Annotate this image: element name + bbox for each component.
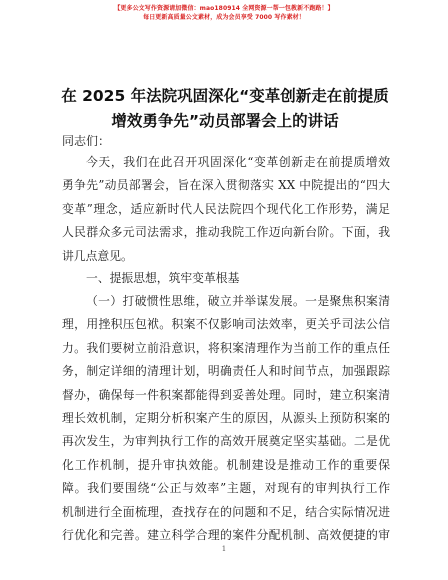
section-heading-text: 一、提振思想，筑牢变革根基 (86, 271, 240, 285)
paragraph-line: 化工作机制，提升审执效能。机制建设是推动工作的重要保 (62, 457, 390, 472)
paragraph-line: 勇争先”动员部署会，旨在深入贯彻落实 XX 中院提出的“四大 (62, 178, 390, 193)
section-heading-1 (62, 267, 390, 290)
intro-paragraph (62, 151, 390, 268)
paragraph-line: 今天，我们在此召开巩固深化“变革创新走在前提质增效 (86, 155, 390, 169)
paragraph-line: 人民群众多元司法需求，推动我院工作迈向新台阶。下面，我 (62, 225, 390, 240)
speech-title-line-1: 在 2025 年法院巩固深化“变革创新走在前提质 (61, 87, 389, 105)
paragraph-line: 障。我们要围绕“公正与效率”主题，对现有的审判执行工作 (62, 481, 390, 496)
salutation: 同志们： (62, 134, 111, 148)
paragraph-line: 机制进行全面梳理，查找存在的问题和不足，结合实际情况进 (62, 504, 390, 519)
speech-title-line-2: 增效勇争先”动员部署会上的讲话 (111, 112, 339, 130)
page-number: 1 (221, 545, 227, 553)
promo-banner (0, 4, 448, 22)
paragraph-line: 务，制定详细的清理计划，明确责任人和时间节点，加强跟踪 (62, 364, 390, 379)
paragraph-line: （一）打破惯性思维，破立并举谋发展。一是聚焦积案清 (86, 294, 390, 308)
promo-banner-line-1: 【更多公文写作资源请加微信：mao180914 全网资源一帮一包教新不跑路！】 (114, 5, 334, 12)
promo-banner-line-2: 每日更新高质量公文素材，成为会员享受 7000 写作素材！ (143, 14, 305, 21)
speech-title (40, 84, 410, 134)
paragraph-line: 督办，确保每一件积案都能得到妥善处理。同时，建立积案清 (62, 387, 390, 402)
paragraph-line: 讲几点意见。 (62, 248, 133, 263)
paragraph-line: 理长效机制，定期分析积案产生的原因，从源头上预防积案的 (62, 411, 390, 426)
paragraph-line: 再次发生，为审判执行工作的高效开展奠定坚实基础。二是优 (62, 434, 390, 449)
paragraph-line: 变革”理念，适应新时代人民法院四个现代化工作形势，满足 (62, 201, 390, 216)
paragraph-line: 力。我们要树立前沿意识，将积案清理作为当前工作的重点任 (62, 340, 390, 355)
section-1-paragraph (62, 290, 390, 547)
paragraph-line: 行优化和完善。建立科学合理的案件分配机制、高效便捷的审 (62, 528, 390, 543)
paragraph-line: 理，用挫积压包袱。积案不仅影响司法效率，更关乎司法公信 (62, 317, 390, 332)
